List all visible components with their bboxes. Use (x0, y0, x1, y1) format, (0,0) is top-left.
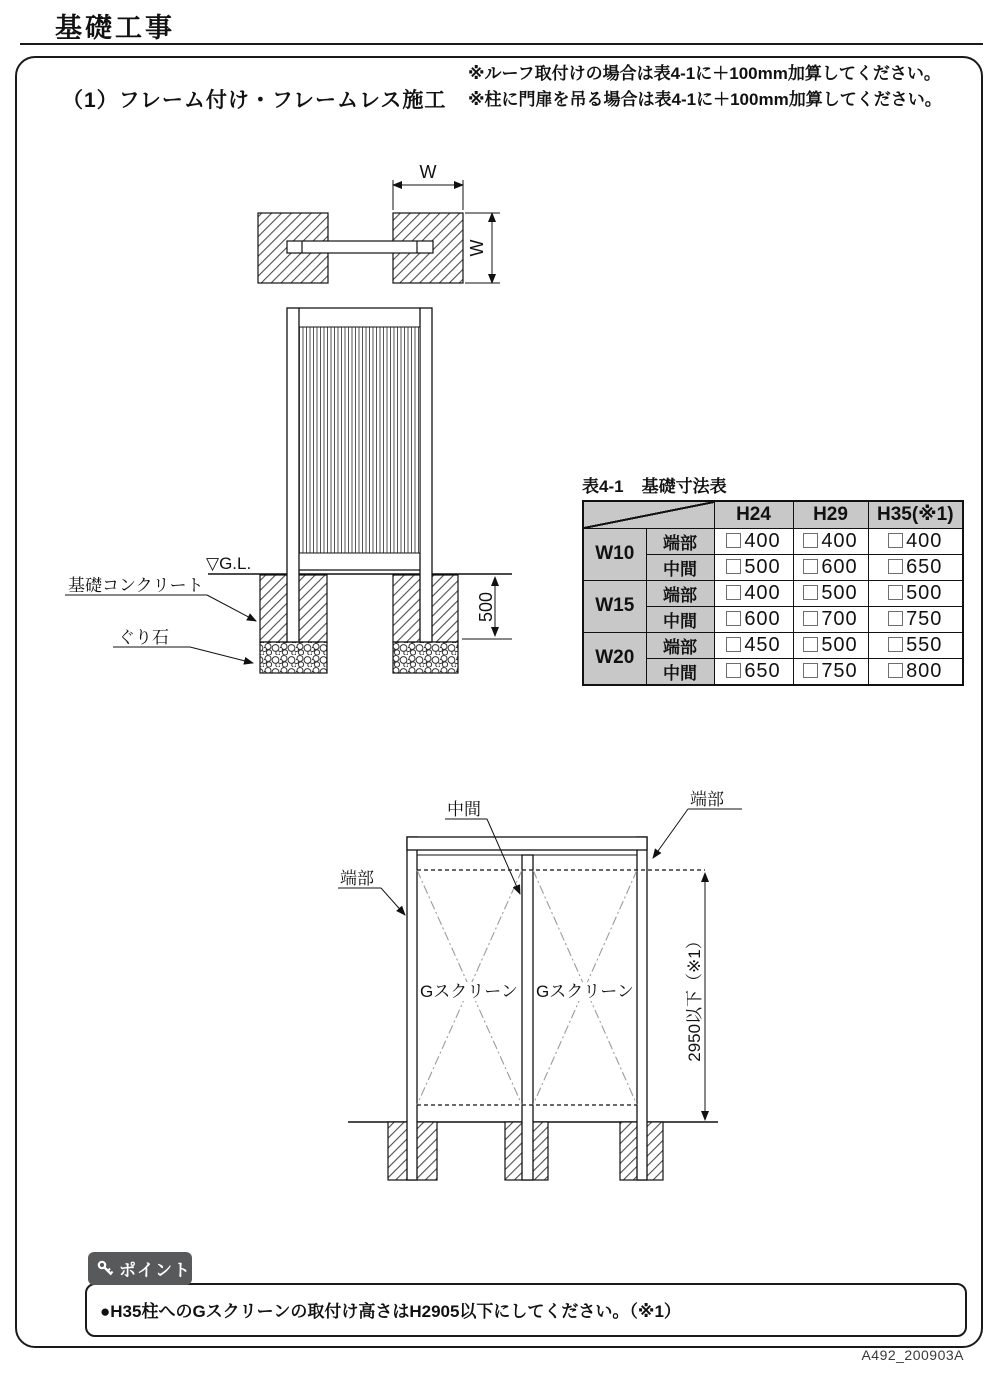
title-underline (20, 43, 983, 45)
elevation-posts (407, 837, 647, 1180)
elevation-diagram (295, 775, 755, 1195)
leader-lines (338, 809, 742, 915)
table-row: W15 端部 400 500 500 (583, 580, 963, 606)
table-row: W10 端部 400 400 400 (583, 528, 963, 554)
dim-cell: 500 (714, 554, 793, 580)
table-number: 表4-1 (582, 477, 624, 496)
note-line-1: ※ルーフ取付けの場合は表4-1に＋100mm加算してください。 (468, 64, 941, 83)
concrete-label: 基礎コンクリート (68, 576, 204, 595)
gscreen-label-left: Gスクリーン (420, 982, 518, 1001)
dim-cell: 800 (868, 658, 963, 685)
plan-width-dim-side: W (467, 239, 487, 257)
table-row: W20 端部 450 500 550 (583, 632, 963, 658)
row-header-w20: W20 (583, 632, 646, 685)
key-icon (96, 1259, 115, 1278)
table-title: 基礎寸法表 (641, 477, 727, 496)
dim-cell: 400 (714, 528, 793, 554)
square-dim-icon (726, 533, 741, 548)
dim-cell: 500 (793, 580, 868, 606)
section-title: （1）フレーム付け・フレームレス施工 (62, 89, 447, 112)
diagonal-header-cell (583, 501, 714, 528)
dim-cell: 650 (714, 658, 793, 685)
square-dim-icon (803, 637, 818, 652)
square-dim-icon (888, 585, 903, 600)
gravel-label: ぐり石 (118, 628, 169, 647)
square-dim-icon (888, 559, 903, 574)
gscreen-label-right: Gスクリーン (536, 982, 634, 1001)
square-dim-icon (803, 585, 818, 600)
col-header-h35: H35(※1) (868, 501, 963, 528)
document-code: A492_200903A (861, 1347, 964, 1363)
end-post-label-right: 端部 (690, 790, 724, 809)
row-header-w10: W10 (583, 528, 646, 580)
plan-view-diagram (225, 160, 535, 310)
top-rail (407, 837, 647, 850)
dim-cell: 600 (793, 554, 868, 580)
row-header-w15: W15 (583, 580, 646, 632)
middle-post-label: 中間 (447, 800, 481, 819)
screen-panel (299, 327, 420, 553)
table-row: 中間 600 700 750 (583, 606, 963, 632)
dim-cell: 500 (868, 580, 963, 606)
col-header-h24: H24 (714, 501, 793, 528)
plan-width-dim-top: W (419, 162, 437, 182)
dim-cell: 400 (793, 528, 868, 554)
square-dim-icon (726, 663, 741, 678)
end-post-label-left: 端部 (340, 869, 374, 888)
square-dim-icon (803, 611, 818, 626)
dim-cell: 700 (793, 606, 868, 632)
plan-screen-bar (287, 241, 433, 253)
dim-cell: 750 (793, 658, 868, 685)
page-title: 基礎工事 (55, 13, 175, 43)
point-note-text: ●H35柱へのGスクリーンの取付け高さはH2905以下にしてください。（※1） (100, 1302, 681, 1321)
col-header-h29: H29 (793, 501, 868, 528)
front-view-diagram (40, 295, 540, 695)
height-dim-label: 2950以下（※1） (685, 932, 704, 1062)
point-tab (88, 1252, 192, 1285)
note-line-2: ※柱に門扉を吊る場合は表4-1に＋100mm加算してください。 (468, 90, 942, 109)
square-dim-icon (888, 533, 903, 548)
square-dim-icon (888, 637, 903, 652)
dim-cell: 450 (714, 632, 793, 658)
plan-foundations (258, 213, 463, 283)
table-row: 中間 500 600 650 (583, 554, 963, 580)
notes-block (468, 61, 942, 113)
dim-cell: 750 (868, 606, 963, 632)
square-dim-icon (726, 611, 741, 626)
square-dim-icon (888, 611, 903, 626)
square-dim-icon (726, 559, 741, 574)
square-dim-icon (803, 559, 818, 574)
dim-cell: 500 (793, 632, 868, 658)
square-dim-icon (803, 533, 818, 548)
dim-cell: 400 (868, 528, 963, 554)
point-tab-label: ポイント (119, 1261, 191, 1280)
dim-cell: 650 (868, 554, 963, 580)
square-dim-icon (803, 663, 818, 678)
dim-cell: 400 (714, 580, 793, 606)
dim-cell: 600 (714, 606, 793, 632)
table-caption (582, 472, 727, 497)
square-dim-icon (726, 637, 741, 652)
dim-cell: 550 (868, 632, 963, 658)
square-dim-icon (888, 663, 903, 678)
depth-dim-label: 500 (476, 591, 496, 623)
table-row: 中間 650 750 800 (583, 658, 963, 685)
gl-label: ▽G.L. (206, 554, 252, 573)
square-dim-icon (726, 585, 741, 600)
foundation-dimension-table (582, 500, 964, 686)
